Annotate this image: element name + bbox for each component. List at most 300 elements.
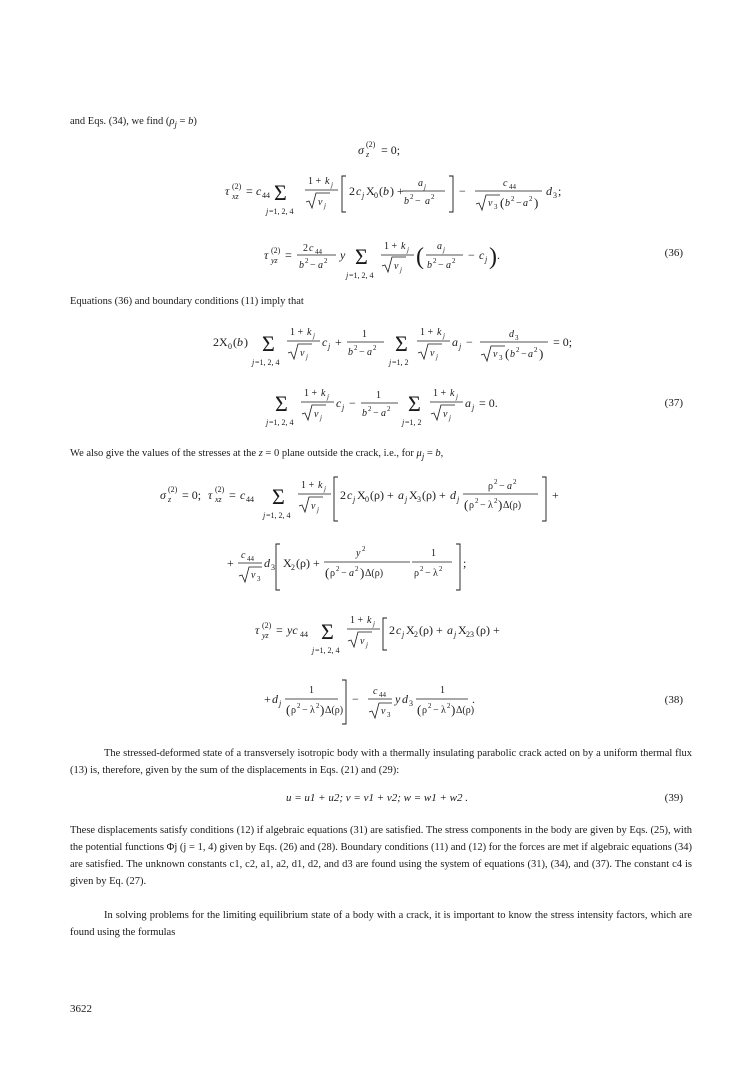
- svg-text:k: k: [401, 241, 406, 252]
- svg-text:−: −: [310, 260, 316, 271]
- svg-text:c: c: [356, 184, 362, 198]
- svg-text:2: 2: [362, 545, 366, 553]
- svg-text:j: j: [405, 495, 408, 504]
- svg-text:44: 44: [509, 183, 516, 191]
- equation-38-line3: [0, 606, 753, 662]
- svg-text:44: 44: [246, 495, 254, 504]
- svg-text:2: 2: [414, 630, 418, 639]
- svg-text:j: j: [327, 393, 329, 401]
- svg-text:+: +: [552, 488, 559, 502]
- svg-text:j: j: [402, 418, 405, 427]
- svg-text:j: j: [266, 418, 269, 427]
- svg-text:= 0;: = 0;: [553, 335, 573, 349]
- svg-text:1: 1: [309, 685, 314, 696]
- svg-text:−: −: [341, 568, 347, 579]
- svg-text:Δ(ρ): Δ(ρ): [365, 568, 384, 579]
- svg-text:2: 2: [368, 405, 372, 413]
- svg-text:): ): [360, 565, 365, 580]
- svg-text:j: j: [279, 699, 282, 708]
- equation-39-body: u = u1 + u2; v = v1 + v2; w = w1 + w2 .: [286, 792, 469, 804]
- paragraph-stresses-outside: We also give the values of the stresses at the z = 0 plane outside the crack, i.e., for $\mu_j = b$,: [70, 448, 444, 462]
- equation-38-line4: [0, 670, 753, 732]
- svg-text:j: j: [436, 353, 438, 361]
- svg-text:−: −: [349, 396, 356, 410]
- svg-text:ν: ν: [318, 197, 323, 208]
- svg-text:c: c: [336, 396, 342, 410]
- svg-text:ρ: ρ: [330, 568, 335, 579]
- svg-text:X: X: [283, 556, 292, 570]
- equation-number-36: (36): [664, 247, 683, 259]
- svg-text:a: a: [523, 198, 528, 209]
- svg-text:(: (: [417, 702, 422, 717]
- svg-text:1 +: 1 +: [301, 480, 315, 491]
- svg-text:(: (: [286, 702, 291, 717]
- svg-text:3: 3: [553, 191, 557, 200]
- svg-text:a: a: [367, 347, 372, 358]
- svg-text:−: −: [480, 500, 486, 511]
- svg-text:a: a: [507, 481, 512, 492]
- svg-text:ν: ν: [430, 348, 435, 359]
- svg-text:1 +: 1 +: [350, 615, 364, 626]
- svg-text:2: 2: [511, 195, 515, 203]
- svg-text:−: −: [352, 692, 359, 706]
- svg-text:j: j: [424, 183, 426, 191]
- svg-text:d: d: [272, 692, 278, 706]
- svg-text:j: j: [252, 358, 255, 367]
- svg-text:1: 1: [431, 548, 436, 559]
- svg-text:2X: 2X: [213, 335, 228, 349]
- svg-text:b: b: [505, 198, 510, 209]
- svg-text:j: j: [449, 414, 451, 422]
- svg-text:3: 3: [499, 354, 503, 362]
- svg-text:3: 3: [387, 711, 391, 719]
- svg-text:ν: ν: [311, 501, 316, 512]
- svg-text:2: 2: [305, 257, 309, 265]
- svg-text:j: j: [362, 191, 365, 200]
- svg-text:j: j: [373, 620, 375, 628]
- svg-text:j: j: [402, 630, 405, 639]
- svg-text:a: a: [452, 335, 458, 349]
- svg-text:c: c: [396, 623, 402, 637]
- svg-text:): ): [489, 244, 497, 270]
- svg-text:1 +: 1 +: [384, 241, 398, 252]
- svg-text:c: c: [309, 243, 314, 254]
- svg-text:z: z: [366, 150, 370, 159]
- svg-text:yz: yz: [271, 256, 278, 265]
- equation-number-39: (39): [664, 792, 683, 804]
- paragraph-limiting-equilibrium: In solving problems for the limiting equilibrium state of a body with a crack, it is important to know the stress intensity factors, which are found using the formulas: [70, 910, 692, 938]
- svg-text:2: 2: [433, 257, 437, 265]
- svg-text:(2): (2): [271, 246, 281, 255]
- equation-number-38: (38): [664, 694, 683, 706]
- svg-text:λ: λ: [488, 500, 493, 511]
- svg-text:a: a: [446, 260, 451, 271]
- svg-text:λ: λ: [433, 568, 438, 579]
- svg-text:ν: ν: [493, 349, 498, 360]
- svg-text:(: (: [325, 565, 330, 580]
- svg-text:2: 2: [336, 565, 340, 573]
- svg-text:d: d: [450, 488, 456, 502]
- svg-text:ν: ν: [314, 409, 319, 420]
- svg-text:2: 2: [420, 565, 424, 573]
- svg-text:2: 2: [431, 193, 435, 201]
- svg-text:j: j: [266, 207, 269, 216]
- svg-text:=1, 2, 4: =1, 2, 4: [269, 207, 294, 216]
- svg-text:Σ: Σ: [262, 331, 275, 356]
- svg-text:1: 1: [376, 390, 381, 401]
- equation-38-line1: [0, 469, 753, 531]
- svg-text:j: j: [459, 342, 462, 351]
- svg-text:2: 2: [513, 478, 517, 486]
- svg-text:2: 2: [297, 702, 301, 710]
- svg-text:): ): [534, 195, 539, 210]
- svg-text:44: 44: [247, 555, 254, 563]
- svg-text:2: 2: [316, 702, 320, 710]
- svg-text:2: 2: [529, 195, 533, 203]
- svg-text:j: j: [456, 393, 458, 401]
- svg-text:−: −: [468, 248, 475, 262]
- svg-text:(: (: [379, 184, 383, 198]
- svg-text:yz: yz: [262, 631, 269, 640]
- svg-text:−: −: [425, 568, 431, 579]
- svg-text:X: X: [458, 623, 467, 637]
- svg-text:yc: yc: [287, 623, 298, 637]
- svg-text:44: 44: [315, 248, 322, 256]
- svg-text:ρ: ρ: [469, 500, 474, 511]
- svg-text:c: c: [322, 335, 328, 349]
- svg-text:=: =: [276, 623, 283, 637]
- svg-text:2: 2: [439, 565, 443, 573]
- equation-sigma-z: [0, 137, 753, 161]
- svg-text:X: X: [366, 184, 375, 198]
- svg-text:k: k: [307, 327, 312, 338]
- svg-text:): ): [451, 702, 456, 717]
- svg-text:b: b: [404, 196, 409, 207]
- svg-text:ν: ν: [488, 198, 493, 209]
- svg-text:(2): (2): [168, 485, 178, 494]
- svg-text:ν: ν: [443, 409, 448, 420]
- svg-text:−: −: [359, 347, 365, 358]
- svg-text:=1, 2, 4: =1, 2, 4: [315, 646, 340, 655]
- svg-text:): ): [539, 346, 544, 361]
- svg-text:j: j: [324, 202, 326, 210]
- svg-text:0: 0: [228, 342, 232, 351]
- svg-text:a: a: [318, 260, 323, 271]
- svg-text:3: 3: [494, 203, 498, 211]
- svg-text:2: 2: [452, 257, 456, 265]
- svg-text:j: j: [263, 511, 266, 520]
- svg-text:ρ: ρ: [291, 705, 296, 716]
- equation-38-line2: [0, 536, 753, 598]
- svg-text:k: k: [450, 388, 455, 399]
- svg-text:1 +: 1 +: [290, 327, 304, 338]
- svg-text:=1, 2: =1, 2: [392, 358, 409, 367]
- svg-text:(2): (2): [262, 621, 272, 630]
- svg-text:(ρ) +: (ρ) +: [422, 488, 446, 502]
- svg-text:+: +: [264, 692, 271, 706]
- svg-text:23: 23: [466, 630, 474, 639]
- svg-text:c: c: [256, 184, 262, 198]
- svg-text:d: d: [509, 329, 514, 340]
- svg-text:b: b: [348, 347, 353, 358]
- svg-text:b: b: [362, 408, 367, 419]
- svg-text:X: X: [406, 623, 415, 637]
- svg-text:;: ;: [463, 556, 467, 570]
- svg-text:−: −: [415, 196, 421, 207]
- svg-text:a: a: [465, 396, 471, 410]
- svg-text:a: a: [425, 196, 430, 207]
- svg-text:(2): (2): [366, 140, 376, 149]
- svg-text:j: j: [457, 495, 460, 504]
- svg-text:1: 1: [362, 329, 367, 340]
- svg-text:Δ(ρ): Δ(ρ): [325, 705, 344, 716]
- svg-text:= 0;: = 0;: [182, 488, 202, 502]
- svg-text:j: j: [324, 485, 326, 493]
- svg-text:2: 2: [355, 565, 359, 573]
- svg-text:j: j: [331, 181, 333, 189]
- svg-text:3: 3: [515, 334, 519, 342]
- paragraph-stressed-state: The stressed-deformed state of a transversely isotropic body with a thermally insulating parabolic crack acted on by a uniform thermal flux (13) is, therefore, given by the sum of the displacements in Eqs. (21) and (29):: [70, 748, 692, 776]
- svg-text:j: j: [353, 495, 356, 504]
- svg-text:1 +: 1 +: [308, 176, 322, 187]
- svg-text:j: j: [485, 255, 488, 264]
- svg-text:j: j: [342, 403, 345, 412]
- svg-text:j: j: [389, 358, 392, 367]
- svg-text:(: (: [416, 244, 424, 270]
- svg-text:−: −: [499, 481, 505, 492]
- svg-text:(2): (2): [215, 485, 225, 494]
- svg-text:.: .: [472, 692, 475, 706]
- equation-37-line2: [0, 381, 753, 437]
- svg-text:ν: ν: [251, 570, 256, 581]
- svg-text:Σ: Σ: [272, 484, 285, 509]
- svg-text:−: −: [466, 335, 473, 349]
- svg-text:xz: xz: [232, 192, 239, 201]
- svg-text:Σ: Σ: [275, 391, 288, 416]
- svg-text:a: a: [437, 241, 442, 252]
- svg-text:y: y: [356, 548, 361, 559]
- svg-text:−: −: [433, 705, 439, 716]
- svg-text:=1, 2, 4: =1, 2, 4: [266, 511, 291, 520]
- svg-text:ν: ν: [394, 261, 399, 272]
- svg-text:a: a: [528, 349, 533, 360]
- svg-text:σ: σ: [160, 488, 166, 502]
- svg-text:2: 2: [387, 405, 391, 413]
- svg-text:2: 2: [340, 488, 346, 502]
- svg-text:c: c: [503, 178, 508, 189]
- svg-text:λ: λ: [441, 705, 446, 716]
- svg-text:0: 0: [374, 191, 378, 200]
- svg-text:=: =: [246, 184, 253, 198]
- svg-text:2: 2: [291, 563, 295, 572]
- svg-text:c: c: [240, 488, 246, 502]
- svg-text:1 +: 1 +: [433, 388, 447, 399]
- svg-text:b: b: [237, 335, 243, 349]
- svg-text:2: 2: [494, 497, 498, 505]
- svg-text:1 +: 1 +: [420, 327, 434, 338]
- svg-text:Σ: Σ: [274, 180, 287, 205]
- svg-text:a: a: [349, 568, 354, 579]
- svg-text:j: j: [443, 332, 445, 340]
- equation-tau-xz: [0, 162, 753, 224]
- svg-text:): ): [244, 335, 248, 349]
- svg-text:xz: xz: [215, 495, 222, 504]
- svg-text:= 0;: = 0;: [381, 143, 401, 157]
- svg-text:2: 2: [324, 257, 328, 265]
- svg-text:Σ: Σ: [408, 391, 421, 416]
- svg-text:.: .: [497, 248, 500, 262]
- svg-text:ρ: ρ: [422, 705, 427, 716]
- svg-text:−: −: [521, 349, 527, 360]
- svg-text:c: c: [241, 550, 246, 561]
- svg-text:y: y: [340, 248, 346, 262]
- svg-text:j: j: [328, 342, 331, 351]
- svg-text:z: z: [168, 495, 172, 504]
- svg-text:b: b: [427, 260, 432, 271]
- svg-text:3: 3: [257, 575, 261, 583]
- svg-text:3: 3: [417, 495, 421, 504]
- svg-text:Σ: Σ: [355, 244, 368, 269]
- svg-text:2: 2: [475, 497, 479, 505]
- svg-text:j: j: [306, 353, 308, 361]
- svg-text:c: c: [347, 488, 353, 502]
- svg-text:j: j: [472, 403, 475, 412]
- svg-text:j: j: [443, 246, 445, 254]
- svg-text:b: b: [383, 184, 389, 198]
- svg-text:+: +: [227, 556, 234, 570]
- svg-text:j: j: [407, 246, 409, 254]
- paragraph-displacements: These displacements satisfy conditions (12) if algebraic equations (31) are satisfied. The stress components in the body are given by Eqs. (25), with the potential functions Φj (j = 1, 4) given by Eqs. (26) and (28). Boundary conditions (11) and (12) for the forces are met if algebraic equations (34) are satisfied. The unknown constants c1, c2, a1, a2, d1, d2, and d3 are found using the system of equations (31), (34), and (37). The constant c4 is given by Eq. (27).: [70, 825, 692, 887]
- svg-text:j: j: [312, 646, 315, 655]
- svg-text:=1, 2, 4: =1, 2, 4: [255, 358, 280, 367]
- svg-text:44: 44: [379, 691, 386, 699]
- svg-text:τ: τ: [208, 488, 213, 502]
- svg-text:λ: λ: [310, 705, 315, 716]
- svg-text:ν: ν: [300, 348, 305, 359]
- equation-number-37: (37): [664, 397, 683, 409]
- svg-text:−: −: [459, 184, 466, 198]
- svg-text:2: 2: [303, 243, 308, 254]
- svg-text:k: k: [318, 480, 323, 491]
- svg-text:j: j: [400, 266, 402, 274]
- svg-text:(: (: [464, 497, 469, 512]
- page-number: 3622: [70, 1003, 92, 1015]
- svg-text:y: y: [395, 692, 401, 706]
- svg-text:k: k: [437, 327, 442, 338]
- svg-text:2: 2: [534, 346, 538, 354]
- svg-text:a: a: [447, 623, 453, 637]
- svg-text:(: (: [505, 346, 510, 361]
- svg-text:;: ;: [558, 184, 562, 198]
- svg-text:c: c: [479, 248, 485, 262]
- svg-text:d: d: [402, 692, 408, 706]
- svg-text:2: 2: [428, 702, 432, 710]
- svg-text:): ): [498, 497, 503, 512]
- svg-text:Δ(ρ): Δ(ρ): [456, 705, 475, 716]
- svg-text:2: 2: [354, 344, 358, 352]
- svg-text:τ: τ: [255, 623, 260, 637]
- svg-text:ρ: ρ: [414, 568, 419, 579]
- svg-text:44: 44: [300, 630, 308, 639]
- svg-text:2: 2: [494, 478, 498, 486]
- svg-text:j: j: [320, 414, 322, 422]
- svg-text:j: j: [366, 641, 368, 649]
- svg-text:−: −: [302, 705, 308, 716]
- svg-text:(ρ) +: (ρ) +: [296, 556, 320, 570]
- svg-text:k: k: [367, 615, 372, 626]
- paragraph-boundary: Equations (36) and boundary conditions (11) imply that: [70, 296, 304, 307]
- svg-text:2: 2: [516, 346, 520, 354]
- svg-text:): ): [320, 702, 325, 717]
- svg-text:(: (: [233, 335, 237, 349]
- svg-text:=1, 2, 4: =1, 2, 4: [349, 271, 374, 280]
- svg-text:= 0.: = 0.: [479, 396, 498, 410]
- svg-text:(ρ) +: (ρ) +: [370, 488, 394, 502]
- svg-text:ρ: ρ: [488, 481, 493, 492]
- equation-tau-yz: [0, 231, 753, 287]
- svg-text:=: =: [229, 488, 236, 502]
- svg-text:Δ(ρ): Δ(ρ): [503, 500, 522, 511]
- svg-text:2: 2: [373, 344, 377, 352]
- svg-text:−: −: [516, 198, 522, 209]
- svg-text:a: a: [418, 178, 423, 189]
- svg-text:a: a: [398, 488, 404, 502]
- svg-text:=: =: [285, 248, 292, 262]
- equation-37-line1: [0, 315, 753, 377]
- svg-text:(: (: [500, 195, 505, 210]
- svg-text:3: 3: [271, 563, 275, 572]
- svg-text:1 +: 1 +: [304, 388, 318, 399]
- svg-text:(ρ) +: (ρ) +: [476, 623, 500, 637]
- svg-text:Σ: Σ: [395, 331, 408, 356]
- svg-text:σ: σ: [358, 143, 364, 157]
- svg-text:3: 3: [409, 699, 413, 708]
- svg-text:c: c: [373, 686, 378, 697]
- svg-text:a: a: [381, 408, 386, 419]
- svg-text:τ: τ: [264, 248, 269, 262]
- svg-text:=1, 2, 4: =1, 2, 4: [269, 418, 294, 427]
- paragraph-intro: and Eqs. (34), we find $(\rho_j = b)$: [70, 116, 197, 130]
- svg-text:b: b: [510, 349, 515, 360]
- svg-text:(ρ) +: (ρ) +: [419, 623, 443, 637]
- svg-text:d: d: [546, 184, 552, 198]
- svg-text:j: j: [317, 506, 319, 514]
- svg-text:1: 1: [440, 685, 445, 696]
- svg-text:−: −: [438, 260, 444, 271]
- svg-text:=1, 2: =1, 2: [405, 418, 422, 427]
- svg-text:ν: ν: [381, 706, 386, 717]
- svg-text:j: j: [346, 271, 349, 280]
- svg-text:k: k: [325, 176, 330, 187]
- svg-text:44: 44: [262, 191, 270, 200]
- svg-text:(2): (2): [232, 182, 242, 191]
- svg-text:k: k: [321, 388, 326, 399]
- svg-text:0: 0: [365, 495, 369, 504]
- svg-text:X: X: [357, 488, 366, 502]
- svg-text:X: X: [409, 488, 418, 502]
- svg-text:2: 2: [349, 184, 355, 198]
- svg-text:2: 2: [389, 623, 395, 637]
- svg-text:+: +: [335, 335, 342, 349]
- svg-text:Σ: Σ: [321, 619, 334, 644]
- svg-text:τ: τ: [225, 184, 230, 198]
- svg-text:j: j: [454, 630, 457, 639]
- svg-text:d: d: [264, 556, 270, 570]
- svg-text:2: 2: [447, 702, 451, 710]
- svg-text:−: −: [373, 408, 379, 419]
- svg-text:2: 2: [410, 193, 414, 201]
- svg-text:ν: ν: [360, 636, 365, 647]
